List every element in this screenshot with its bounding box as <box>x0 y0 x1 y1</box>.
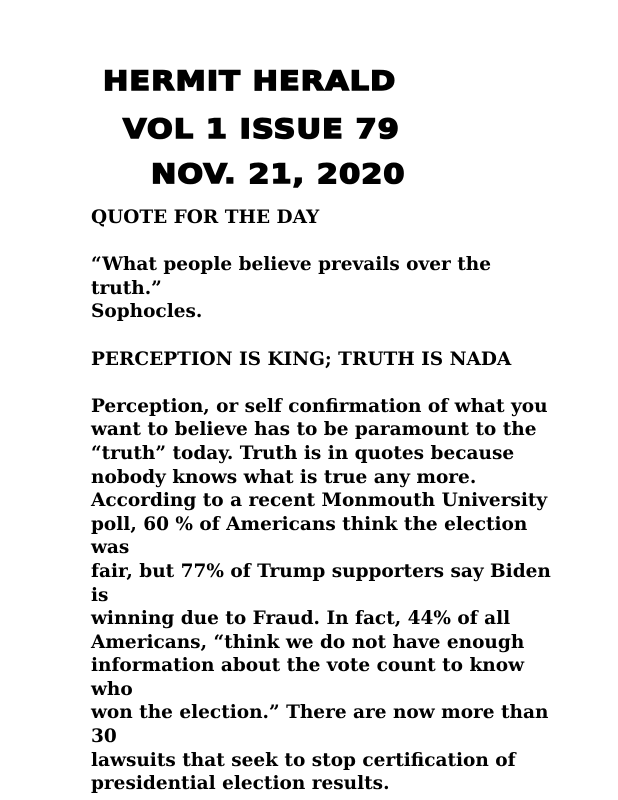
issue-date: NOV. 21, 2020 <box>151 159 406 190</box>
body-line: winning due to Fraud. In fact, 44% of all <box>91 608 511 630</box>
body-line: won the election.” There are now more than 30 <box>91 702 549 748</box>
body-line: Perception, or self confirmation of what you <box>91 395 548 417</box>
issue-number: VOL 1 ISSUE 79 <box>123 114 400 145</box>
article-body <box>91 206 551 796</box>
body-line: According to a recent Monmouth University <box>91 490 548 512</box>
quote-text: “What people believe prevails over the truth.” <box>91 254 491 299</box>
body-line: “truth” today. Truth is in quotes because <box>91 442 515 464</box>
quote-heading: QUOTE FOR THE DAY <box>91 207 320 228</box>
article-paragraph <box>91 395 551 796</box>
body-line: want to believe has to be paramount to the <box>91 419 537 441</box>
body-line: lawsuits that seek to stop certification of <box>91 749 516 771</box>
quote-author: Sophocles. <box>91 301 203 323</box>
body-line: presidential election results. <box>91 773 390 795</box>
quote-block <box>91 253 551 324</box>
body-line: nobody knows what is true any more. <box>91 466 477 488</box>
article-headline: PERCEPTION IS KING; TRUTH IS NADA <box>91 348 512 370</box>
body-line: fair, but 77% of Trump supporters say Biden is <box>91 560 551 606</box>
newsletter-title: HERMIT HERALD <box>103 66 397 97</box>
body-line: Americans, “think we do not have enough <box>91 631 525 653</box>
body-line: poll, 60 % of Americans think the election was <box>91 513 528 559</box>
body-line: information about the vote count to know who <box>91 655 524 700</box>
